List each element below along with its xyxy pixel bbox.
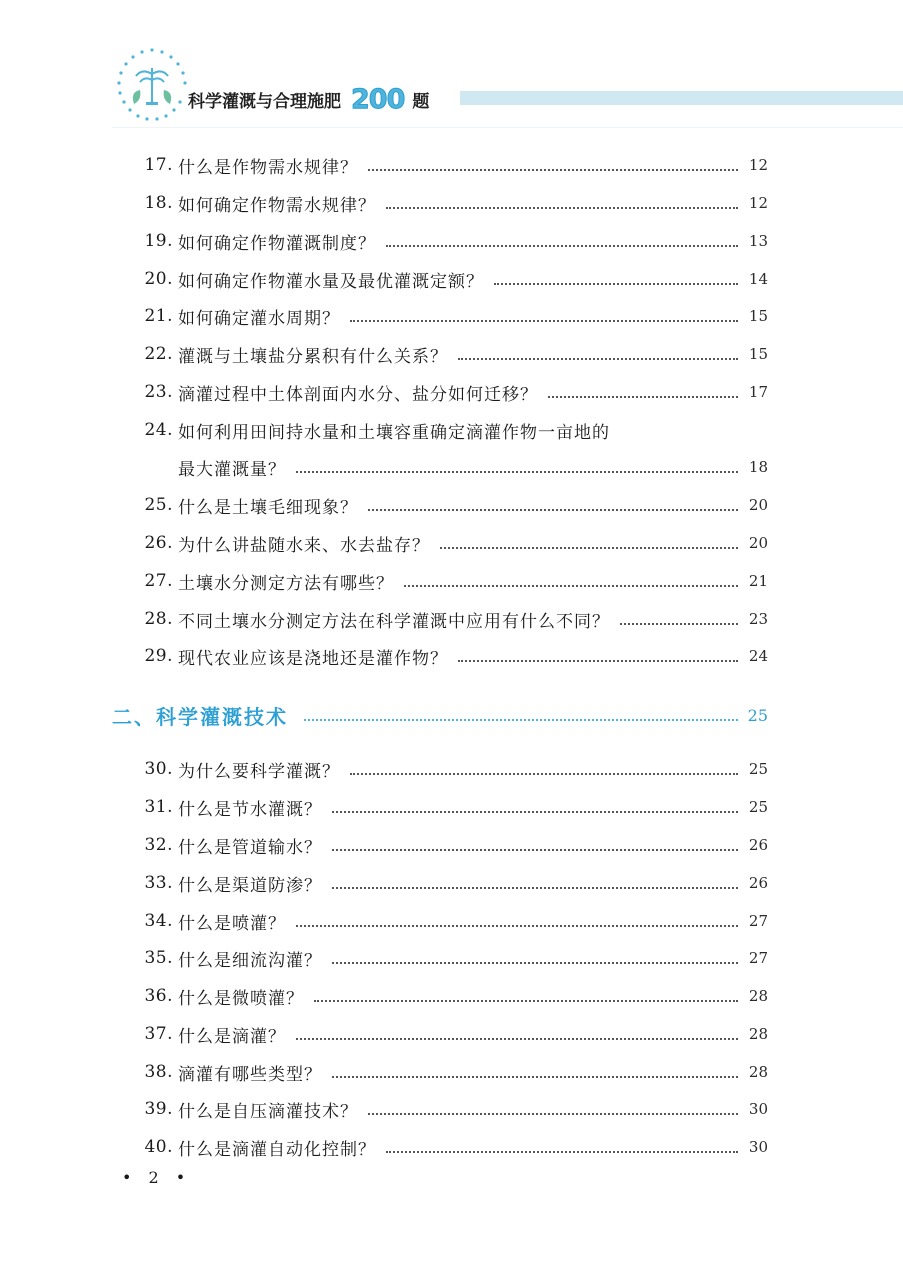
entry-title: 什么是节水灌溉？ [178,799,322,820]
section-page: 25 [747,705,768,725]
entry-number: 19. [144,231,173,251]
section-heading[interactable] [112,698,768,732]
toc-entry[interactable] [126,188,768,218]
entry-title: 什么是微喷灌？ [178,988,304,1009]
entry-page: 14 [748,270,768,288]
entry-page: 20 [748,534,768,552]
leader-dots [458,357,738,360]
entry-page: 15 [748,345,768,363]
entry-page: 24 [748,647,768,665]
leader-dots [368,508,738,511]
leader-dots [386,1150,738,1153]
entry-number: 29. [144,646,173,666]
entry-page: 28 [748,987,768,1005]
section-title: 二、科学灌溉技术 [112,704,288,729]
entry-title: 什么是管道输水？ [178,837,322,858]
entry-title: 什么是喷灌？ [178,913,286,934]
entry-title: 为什么要科学灌溉？ [178,761,340,782]
entry-number: 39. [144,1099,173,1119]
entry-number: 23. [144,382,173,402]
entry-number: 18. [144,193,173,213]
leader-dots [548,395,738,398]
entry-number: 28. [144,609,173,629]
toc-entry[interactable] [126,264,768,294]
toc-entry[interactable] [126,792,768,822]
entry-title: 灌溉与土壤盐分累积有什么关系？ [178,346,448,367]
leader-dots [620,622,738,625]
book-title-text: 科学灌溉与合理施肥 [188,91,341,112]
entry-number: 35. [144,948,173,968]
entry-number: 21. [144,306,173,326]
entry-number: 20. [144,269,173,289]
entry-title: 不同土壤水分测定方法在科学灌溉中应用有什么不同？ [178,611,610,632]
entry-title: 为什么讲盐随水来、水去盐存？ [178,535,430,556]
entry-page: 28 [748,1025,768,1043]
toc-entry[interactable] [126,150,768,180]
toc-entry-continuation[interactable] [126,452,768,482]
toc-entry[interactable] [126,604,768,634]
toc-entry[interactable] [126,566,768,596]
entry-page: 18 [748,458,768,476]
toc-entry[interactable] [126,943,768,973]
leader-dots [304,718,738,721]
leader-dots [332,961,738,964]
toc-entry[interactable] [126,226,768,256]
toc-entry[interactable] [126,1057,768,1087]
entry-number: 22. [144,344,173,364]
book-title [188,84,429,114]
entry-title: 滴灌过程中土体剖面内水分、盐分如何迁移？ [178,384,538,405]
entry-page: 12 [748,156,768,174]
leader-dots [440,546,738,549]
entry-title: 什么是滴灌自动化控制？ [178,1139,376,1160]
entry-number: 31. [144,797,173,817]
entry-page: 27 [748,949,768,967]
entry-page: 23 [748,610,768,628]
toc-entry[interactable] [126,1094,768,1124]
entry-title: 滴灌有哪些类型？ [178,1064,322,1085]
entry-page: 25 [748,760,768,778]
entry-page: 26 [748,874,768,892]
entry-title: 如何确定作物需水规律？ [178,195,376,216]
toc-entry[interactable] [126,339,768,369]
leader-dots [386,244,738,247]
entry-page: 30 [748,1100,768,1118]
toc-entry[interactable] [126,528,768,558]
entry-number: 17. [144,155,173,175]
entry-number: 33. [144,873,173,893]
entry-title: 什么是自压滴灌技术？ [178,1101,358,1122]
leader-dots [458,659,738,662]
entry-page: 26 [748,836,768,854]
toc-entry[interactable] [126,868,768,898]
entry-page: 13 [748,232,768,250]
entry-title: 如何确定灌水周期？ [178,308,340,329]
entry-page: 28 [748,1063,768,1081]
entry-title-continued: 最大灌溉量？ [178,459,286,480]
leader-dots [350,319,738,322]
entry-number: 37. [144,1024,173,1044]
entry-title: 什么是细流沟灌？ [178,950,322,971]
book-title-suffix: 题 [412,91,430,112]
leader-dots [368,1112,738,1115]
toc-entry[interactable] [126,906,768,936]
book-title-number: 200 [351,83,405,115]
entry-number: 25. [144,495,173,515]
leader-dots [386,206,738,209]
entry-number: 40. [144,1137,173,1157]
leader-dots [368,168,738,171]
entry-title: 什么是滴灌？ [178,1026,286,1047]
toc-entry[interactable] [126,377,768,407]
entry-number: 38. [144,1062,173,1082]
leader-dots [332,886,738,889]
entry-number: 32. [144,835,173,855]
page-header [0,0,903,130]
page-number: • 2 • [122,1168,192,1187]
entry-page: 30 [748,1138,768,1156]
entry-page: 20 [748,496,768,514]
leader-dots [404,584,738,587]
toc-entry[interactable] [126,981,768,1011]
entry-number: 26. [144,533,173,553]
entry-page: 17 [748,383,768,401]
leader-dots [296,1037,738,1040]
entry-title: 什么是渠道防渗？ [178,875,322,896]
entry-page: 12 [748,194,768,212]
entry-title: 如何利用田间持水量和土壤容重确定滴灌作物一亩地的 [178,422,610,443]
entry-page: 25 [748,798,768,816]
sprinkler-plant-icon [112,44,192,124]
header-divider [112,127,903,128]
entry-title: 什么是土壤毛细现象？ [178,497,358,518]
entry-page: 15 [748,307,768,325]
toc-entry[interactable] [126,754,768,784]
entry-number: 30. [144,759,173,779]
entry-page: 27 [748,912,768,930]
toc-entry[interactable] [126,301,768,331]
header-bar [460,91,903,105]
leader-dots [296,470,738,473]
entry-title: 土壤水分测定方法有哪些？ [178,573,394,594]
entry-number: 27. [144,571,173,591]
leader-dots [494,282,738,285]
entry-title: 如何确定作物灌水量及最优灌溉定额？ [178,271,484,292]
toc-entry[interactable] [126,1132,768,1162]
toc-entry[interactable] [126,641,768,671]
toc-entry[interactable] [126,830,768,860]
toc-entry[interactable] [126,1019,768,1049]
entry-number: 34. [144,911,173,931]
entry-number: 36. [144,986,173,1006]
leader-dots [296,924,738,927]
entry-title: 现代农业应该是浇地还是灌作物？ [178,648,448,669]
toc-entry[interactable] [126,490,768,520]
leader-dots [332,1075,738,1078]
toc-entry[interactable] [126,415,768,445]
entry-title: 什么是作物需水规律？ [178,157,358,178]
leader-dots [332,810,738,813]
entry-number: 24. [144,420,173,440]
entry-page: 21 [748,572,768,590]
leader-dots [350,772,738,775]
leader-dots [314,999,738,1002]
leader-dots [332,848,738,851]
entry-title: 如何确定作物灌溉制度？ [178,233,376,254]
